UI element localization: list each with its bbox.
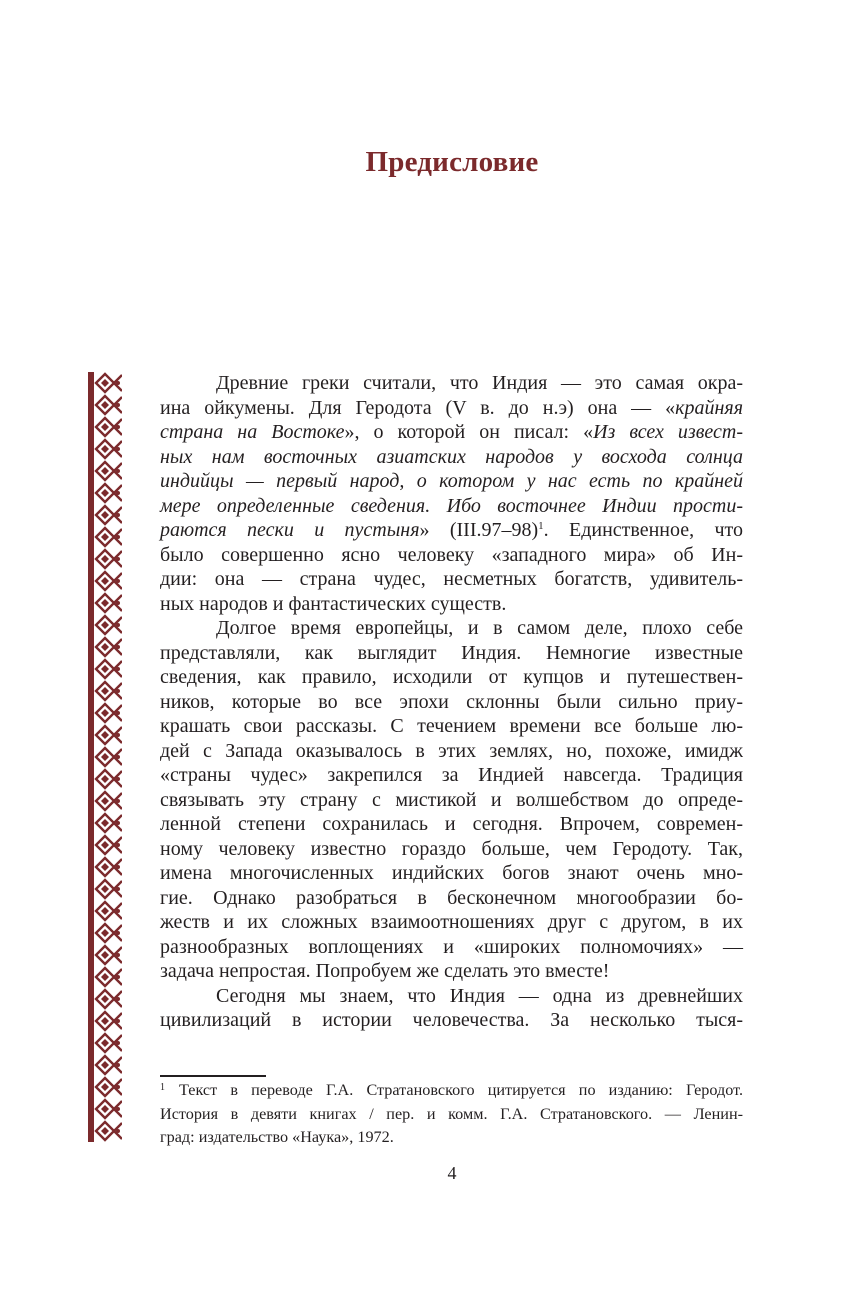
text-line: представляли, как выглядит Индия. Немногие известные [160,641,743,664]
text-line: связывать эту страну с мистикой и волшебством до опреде- [160,788,743,811]
footnote [160,1079,743,1150]
footnote-line: История в девяти книгах / пер. и комм. Г.А. Стратановского. — Ленин- [160,1104,743,1123]
text-line: дии: она — страна чудес, несметных богатств, удивитель- [160,568,743,590]
text-line: Сегодня мы знаем, что Индия — одна из древнейших [216,984,743,1007]
text-line: «страны чудес» закрепился за Индией навсегда. Традиция [160,764,743,786]
embroidery-border-icon [88,372,122,1142]
text-line: разнообразных воплощениях и «широких полномочиях» — [160,935,743,958]
text-line: индийцы — первый народ, о котором у нас есть по крайней [160,470,743,492]
text-line: раются пески и пустыня» $(III.97-98)^1$. Единственное, что [160,519,743,541]
footnote-line: град: издательство «Наука», 1972. [160,1128,394,1146]
footnote-ref: 1 [538,520,544,532]
text-line: было совершенно ясно человеку «западного мира» об Ин- [160,543,743,566]
text-line: ному человеку известно гораздо больше, чем Геродоту. Так, [160,837,743,860]
text-line: мере определенные сведения. Ибо восточнее Индии прости- [160,494,743,517]
text-line: ина ойкумены. Для Геродота (V в. до н.э) она — «крайняя [160,396,743,419]
text-line: задача непростая. Попробуем же сделать это вместе! [160,960,610,982]
text-line: страна на Востоке», о которой он писал: «Из всех извест- [160,421,743,443]
main-text [160,371,743,1033]
text-line: Древние греки считали, что Индия — это самая окра- [216,372,743,394]
text-line: имена многочисленных индийских богов знают очень мно- [160,862,743,884]
text-line: дей с Запада оказывалось в этих землях, но, похоже, имидж [160,739,743,762]
text-line: гие. Однако разобраться в бесконечном многообразии бо- [160,886,743,909]
footnote-line: $^1$ Текст в переводе Г.А. Стратановского цитируется по изданию: Геродот. [160,1081,743,1099]
text-line: ников, которые во все эпохи склонны были сильно приу- [160,690,743,713]
text-line: ных народов и фантастических существ. [160,592,507,615]
footnote-mark: 1 [160,1082,165,1093]
page-number: 4 [447,1163,457,1183]
text-line: ных нам восточных азиатских народов у восхода солнца [160,445,743,468]
page-title: Предисловие [365,146,539,178]
footnote-divider [160,1075,266,1077]
text-line: сведения, как правило, исходили от купцов и путешествен- [160,666,743,688]
text-line: крашать свои рассказы. С течением времени все больше лю- [160,715,743,737]
text-line: цивилизаций в истории человечества. За несколько тыся- [160,1009,743,1031]
text-line: Долгое время европейцы, и в самом деле, плохо себе [216,617,743,639]
text-line: ленной степени сохранилась и сегодня. Впрочем, современ- [160,813,743,835]
text-line: жеств и их сложных взаимоотношениях друг с другом, в их [160,911,743,933]
